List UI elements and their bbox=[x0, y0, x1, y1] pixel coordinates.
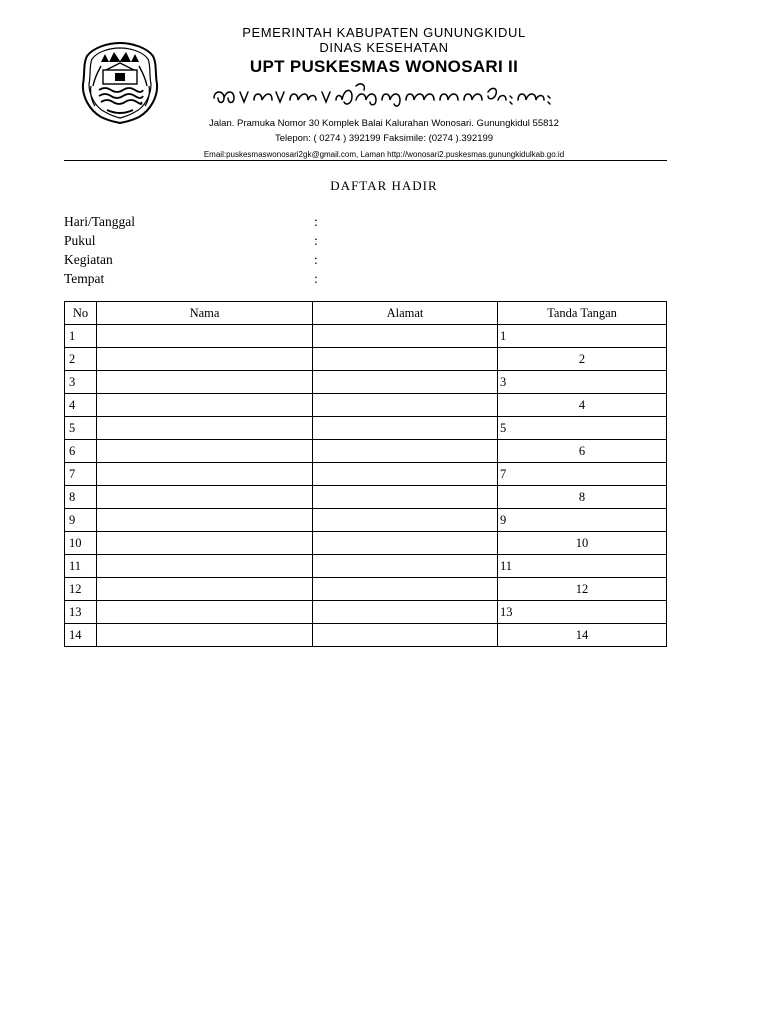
field-label: Hari/Tanggal bbox=[64, 214, 136, 229]
row-number: 12 bbox=[65, 578, 97, 601]
phone-fax-line: Telepon: ( 0274 ) 392199 Faksimile: (0274 ).392199 bbox=[274, 133, 494, 144]
signature-cell[interactable]: 6 bbox=[498, 440, 667, 463]
table-row bbox=[65, 325, 667, 348]
table-row bbox=[65, 509, 667, 532]
institution-name: UPT PUSKESMAS WONOSARI II bbox=[249, 57, 519, 76]
field-label: Tempat bbox=[64, 271, 105, 286]
signature-cell[interactable]: 1 bbox=[498, 325, 667, 348]
name-cell[interactable] bbox=[97, 624, 313, 647]
address-cell[interactable] bbox=[313, 394, 498, 417]
name-cell[interactable] bbox=[97, 417, 313, 440]
field-separator: : bbox=[314, 252, 318, 267]
row-number: 7 bbox=[65, 463, 97, 486]
table-row bbox=[65, 463, 667, 486]
event-info bbox=[64, 212, 364, 288]
address-cell[interactable] bbox=[313, 578, 498, 601]
row-number: 2 bbox=[65, 348, 97, 371]
column-header-nama: Nama bbox=[97, 302, 313, 325]
address-cell[interactable] bbox=[313, 555, 498, 578]
row-number: 3 bbox=[65, 371, 97, 394]
signature-cell[interactable]: 5 bbox=[498, 417, 667, 440]
address-cell[interactable] bbox=[313, 325, 498, 348]
government-name: PEMERINTAH KABUPATEN GUNUNGKIDUL bbox=[242, 25, 526, 40]
signature-cell[interactable]: 3 bbox=[498, 371, 667, 394]
signature-cell[interactable]: 11 bbox=[498, 555, 667, 578]
table-body bbox=[65, 325, 667, 647]
name-cell[interactable] bbox=[97, 578, 313, 601]
signature-cell[interactable]: 8 bbox=[498, 486, 667, 509]
name-cell[interactable] bbox=[97, 440, 313, 463]
field-tempat bbox=[64, 269, 364, 288]
signature-cell[interactable]: 7 bbox=[498, 463, 667, 486]
address-cell[interactable] bbox=[313, 371, 498, 394]
table-row bbox=[65, 532, 667, 555]
signature-cell[interactable]: 4 bbox=[498, 394, 667, 417]
signature-cell[interactable]: 9 bbox=[498, 509, 667, 532]
attendance-table bbox=[64, 301, 667, 647]
column-header-no: No bbox=[65, 302, 97, 325]
javanese-script-icon bbox=[210, 82, 555, 110]
field-separator: : bbox=[314, 233, 318, 248]
table-row bbox=[65, 394, 667, 417]
field-label: Pukul bbox=[64, 233, 96, 248]
row-number: 9 bbox=[65, 509, 97, 532]
signature-cell[interactable]: 13 bbox=[498, 601, 667, 624]
row-number: 8 bbox=[65, 486, 97, 509]
address-cell[interactable] bbox=[313, 348, 498, 371]
column-header-tanda-tangan: Tanda Tangan bbox=[498, 302, 667, 325]
table-header-row bbox=[65, 302, 667, 325]
address-cell[interactable] bbox=[313, 440, 498, 463]
table-row bbox=[65, 371, 667, 394]
signature-cell[interactable]: 12 bbox=[498, 578, 667, 601]
row-number: 5 bbox=[65, 417, 97, 440]
document-title: DAFTAR HADIR bbox=[330, 178, 438, 193]
field-hari-tanggal bbox=[64, 212, 364, 231]
name-cell[interactable] bbox=[97, 486, 313, 509]
address-cell[interactable] bbox=[313, 486, 498, 509]
name-cell[interactable] bbox=[97, 463, 313, 486]
row-number: 13 bbox=[65, 601, 97, 624]
table-row bbox=[65, 417, 667, 440]
name-cell[interactable] bbox=[97, 325, 313, 348]
row-number: 1 bbox=[65, 325, 97, 348]
row-number: 11 bbox=[65, 555, 97, 578]
letterhead-divider bbox=[64, 160, 667, 161]
name-cell[interactable] bbox=[97, 348, 313, 371]
department-name: DINAS KESEHATAN bbox=[319, 40, 449, 55]
table-row bbox=[65, 578, 667, 601]
table-row bbox=[65, 486, 667, 509]
row-number: 6 bbox=[65, 440, 97, 463]
address-cell[interactable] bbox=[313, 463, 498, 486]
name-cell[interactable] bbox=[97, 555, 313, 578]
row-number: 14 bbox=[65, 624, 97, 647]
name-cell[interactable] bbox=[97, 601, 313, 624]
table-row bbox=[65, 440, 667, 463]
table-row bbox=[65, 555, 667, 578]
letterhead bbox=[0, 0, 768, 170]
table-row bbox=[65, 624, 667, 647]
field-label: Kegiatan bbox=[64, 252, 113, 267]
table-row bbox=[65, 348, 667, 371]
signature-cell[interactable]: 2 bbox=[498, 348, 667, 371]
name-cell[interactable] bbox=[97, 509, 313, 532]
signature-cell[interactable]: 10 bbox=[498, 532, 667, 555]
name-cell[interactable] bbox=[97, 371, 313, 394]
name-cell[interactable] bbox=[97, 532, 313, 555]
field-kegiatan bbox=[64, 250, 364, 269]
address-line: Jalan. Pramuka Nomor 30 Komplek Balai Kalurahan Wonosari. Gunungkidul 55812 bbox=[209, 118, 559, 129]
field-separator: : bbox=[314, 214, 318, 229]
address-cell[interactable] bbox=[313, 417, 498, 440]
address-cell[interactable] bbox=[313, 624, 498, 647]
row-number: 10 bbox=[65, 532, 97, 555]
signature-cell[interactable]: 14 bbox=[498, 624, 667, 647]
row-number: 4 bbox=[65, 394, 97, 417]
email-website-line: Email:puskesmaswonosari2gk@gmail.com, Laman http://wonosari2.puskesmas.gunungkidulkab.go.id bbox=[203, 150, 565, 159]
address-cell[interactable] bbox=[313, 509, 498, 532]
address-cell[interactable] bbox=[313, 532, 498, 555]
address-cell[interactable] bbox=[313, 601, 498, 624]
table-row bbox=[65, 601, 667, 624]
column-header-alamat: Alamat bbox=[313, 302, 498, 325]
field-separator: : bbox=[314, 271, 318, 286]
name-cell[interactable] bbox=[97, 394, 313, 417]
field-pukul bbox=[64, 231, 364, 250]
